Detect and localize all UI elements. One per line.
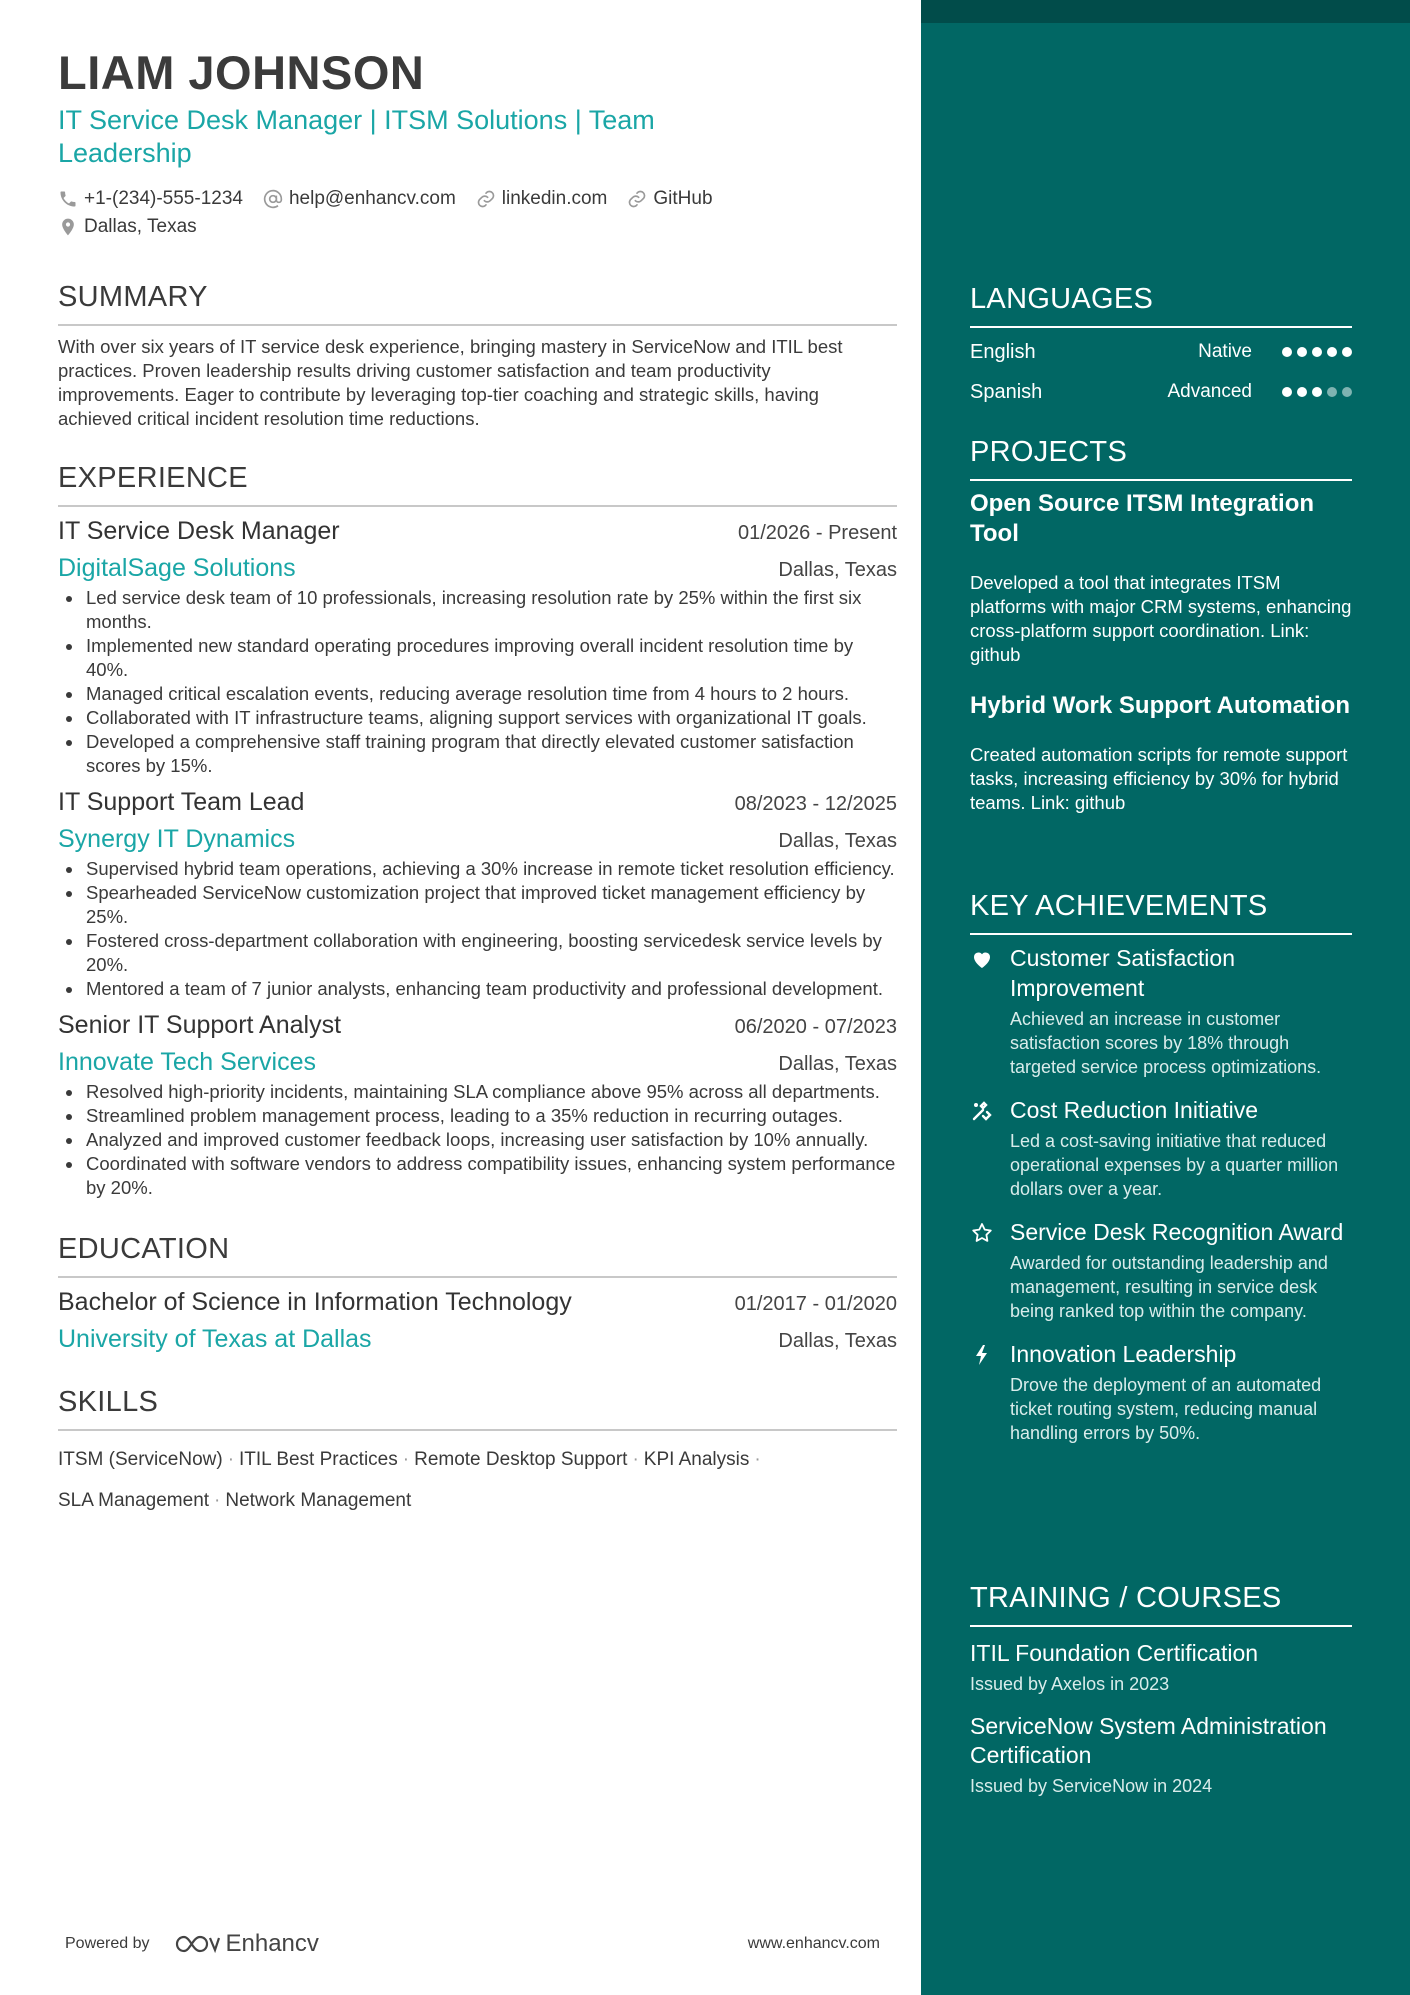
contact-github[interactable] [627, 188, 712, 210]
bullet-item: Fostered cross-department collaboration with engineering, boosting servicedesk service levels by 20%. [58, 929, 897, 977]
skills-heading: SKILLS [58, 1385, 897, 1431]
skill-item: KPI Analysis [643, 1449, 750, 1470]
company-name: Synergy IT Dynamics [58, 825, 296, 853]
linkedin-text: linkedin.com [501, 188, 608, 209]
bullet-item: Streamlined problem management process, leading to a 35% reduction in recurring outages. [58, 1104, 897, 1128]
skill-separator: · [632, 1449, 639, 1470]
skill-separator: · [754, 1449, 761, 1470]
education-heading: EDUCATION [58, 1232, 897, 1278]
language-row [970, 372, 1352, 412]
summary-text: With over six years of IT service desk experience, bringing mastery in ServiceNow and ITIL best practices. Proven leadership results driving customer satisfaction and team productivity improvements. Eager to contribute by leveraging top-tier coaching and strategic skills, having achieved critical incident resolution time reductions. [58, 336, 843, 429]
job-title: IT Support Team Lead [58, 788, 305, 816]
degree: Bachelor of Science in Information Technology [58, 1288, 572, 1316]
link-icon [476, 189, 496, 209]
summary-section [58, 280, 897, 431]
achievement-title: Customer Satisfaction Improvement [1010, 945, 1235, 1001]
job-dates: 08/2023 - 12/2025 [734, 793, 897, 815]
language-name: Spanish [970, 380, 1043, 403]
link-icon [627, 189, 647, 209]
brand-name: Enhancv [225, 1930, 319, 1957]
skills-list [58, 1439, 838, 1521]
achievements-section [970, 889, 1352, 1445]
proficiency-dot-filled [1327, 347, 1337, 357]
headline: IT Service Desk Manager | ITSM Solutions | Team Leadership [58, 105, 655, 168]
tools-icon [970, 1099, 994, 1123]
project-entry [970, 691, 1352, 815]
skill-separator: · [402, 1449, 410, 1470]
website-link[interactable]: www.enhancv.com [747, 1935, 880, 1952]
experience-heading: EXPERIENCE [58, 461, 897, 507]
achievement-entry [970, 1095, 1352, 1201]
course-description: Issued by Axelos in 2023 [970, 1674, 1170, 1694]
project-description: Developed a tool that integrates ITSM platforms with major CRM systems, enhancing cross-platform support coordination. Link: github [970, 572, 1352, 665]
bullet-item: Supervised hybrid team operations, achieving a 30% increase in remote ticket resolution efficiency. [58, 857, 897, 881]
contact-location [58, 216, 838, 238]
skill-item: ITIL Best Practices [239, 1449, 398, 1470]
projects-section [970, 435, 1352, 815]
job-entry [58, 515, 897, 778]
job-location: Dallas, Texas [778, 559, 897, 581]
skill-separator: · [214, 1490, 221, 1511]
achievement-entry [970, 1217, 1352, 1323]
project-title: Open Source ITSM Integration Tool [970, 490, 1315, 547]
project-title: Hybrid Work Support Automation [970, 692, 1350, 719]
proficiency-dot-filled [1282, 387, 1292, 397]
skills-section [58, 1385, 897, 1521]
achievements-heading: KEY ACHIEVEMENTS [970, 889, 1352, 935]
bullet-item: Resolved high-priority incidents, maintaining SLA compliance above 95% across all departments. [58, 1080, 897, 1104]
project-entry [970, 489, 1352, 667]
job-bullets [58, 1080, 897, 1200]
proficiency-dot-empty [1327, 387, 1337, 397]
education-location: Dallas, Texas [778, 1330, 897, 1352]
proficiency-dot-filled [1342, 347, 1352, 357]
proficiency-dot-filled [1297, 387, 1307, 397]
location-pin-icon [58, 217, 78, 237]
achievement-title: Service Desk Recognition Award [1010, 1219, 1344, 1245]
powered-by [65, 1930, 319, 1958]
job-location: Dallas, Texas [778, 830, 897, 852]
achievement-entry [970, 1339, 1352, 1445]
heart-icon [970, 947, 994, 971]
job-bullets [58, 586, 897, 778]
education-entry [58, 1286, 897, 1355]
projects-heading: PROJECTS [970, 435, 1352, 481]
bullet-item: Coordinated with software vendors to address compatibility issues, enhancing system performance by 20%. [58, 1152, 897, 1200]
course-title: ServiceNow System Administration Certification [970, 1713, 1327, 1768]
skill-item: Network Management [225, 1490, 412, 1511]
bullet-item: Developed a comprehensive staff training program that directly elevated customer satisfaction scores by 15%. [58, 730, 897, 778]
email-text: help@enhancv.com [288, 188, 456, 209]
github-text: GitHub [653, 188, 713, 209]
job-dates: 01/2026 - Present [738, 522, 897, 544]
course-description: Issued by ServiceNow in 2024 [970, 1776, 1213, 1796]
skill-item: SLA Management [58, 1490, 210, 1511]
bullet-item: Mentored a team of 7 junior analysts, enhancing team productivity and professional development. [58, 977, 897, 1001]
powered-by-label: Powered by [65, 1935, 150, 1952]
location-text: Dallas, Texas [84, 216, 197, 237]
proficiency-dot-empty [1342, 387, 1352, 397]
bullet-item: Implemented new standard operating procedures improving overall incident resolution time by 40%. [58, 634, 897, 682]
enhancv-logo[interactable] [174, 1930, 319, 1958]
bullet-item: Spearheaded ServiceNow customization project that improved ticket management efficiency by 25%. [58, 881, 897, 929]
star-icon [970, 1221, 994, 1245]
job-bullets [58, 857, 897, 1001]
bullet-item: Led service desk team of 10 professionals, increasing resolution rate by 25% within the first six months. [58, 586, 897, 634]
contact-linkedin[interactable] [476, 188, 608, 210]
at-icon [263, 189, 283, 209]
project-description: Created automation scripts for remote support tasks, increasing efficiency by 30% for hybrid teams. Link: github [970, 744, 1348, 813]
skill-item: Remote Desktop Support [414, 1449, 628, 1470]
enhancv-logo-icon [174, 1932, 220, 1956]
language-level: Advanced [1167, 381, 1252, 402]
job-dates: 06/2020 - 07/2023 [734, 1016, 897, 1038]
phone-text: +1-(234)-555-1234 [84, 188, 243, 209]
training-heading: TRAINING / COURSES [970, 1581, 1352, 1627]
summary-heading: SUMMARY [58, 280, 897, 326]
achievement-description: Led a cost-saving initiative that reduced operational expenses by a quarter million dollars over a year. [1010, 1131, 1339, 1199]
company-name: DigitalSage Solutions [58, 554, 296, 582]
footer [65, 1930, 880, 1958]
language-level: Native [1198, 341, 1252, 362]
contact-info [58, 188, 838, 238]
bullet-item: Managed critical escalation events, reducing average resolution time from 4 hours to 2 hours. [58, 682, 897, 706]
proficiency-dots [1282, 347, 1352, 357]
company-name: Innovate Tech Services [58, 1048, 317, 1076]
contact-email[interactable] [263, 188, 456, 210]
experience-section [58, 461, 897, 1200]
phone-icon [58, 189, 78, 209]
education-section [58, 1232, 897, 1355]
course-entry [970, 1639, 1352, 1696]
language-row [970, 332, 1352, 372]
achievement-description: Achieved an increase in customer satisfaction scores by 18% through targeted service process optimizations. [1010, 1009, 1322, 1077]
sidebar-top-band [921, 0, 1410, 23]
job-title: IT Service Desk Manager [58, 517, 340, 545]
skill-item: ITSM (ServiceNow) [58, 1449, 223, 1470]
proficiency-dot-filled [1312, 387, 1322, 397]
course-entry [970, 1712, 1352, 1798]
job-entry [58, 1009, 897, 1200]
proficiency-dot-filled [1312, 347, 1322, 357]
proficiency-dots [1282, 387, 1352, 397]
proficiency-dot-filled [1282, 347, 1292, 357]
achievement-description: Awarded for outstanding leadership and management, resulting in service desk being ranked top within the company. [1010, 1253, 1328, 1321]
sidebar [921, 0, 1410, 1995]
skill-separator: · [227, 1449, 235, 1470]
job-title: Senior IT Support Analyst [58, 1011, 342, 1039]
bullet-item: Analyzed and improved customer feedback loops, increasing user satisfaction by 10% annually. [58, 1128, 897, 1152]
proficiency-dot-filled [1297, 347, 1307, 357]
job-entry [58, 786, 897, 1001]
language-name: English [970, 340, 1036, 363]
achievement-description: Drove the deployment of an automated ticket routing system, reducing manual handling errors by 50%. [1010, 1375, 1322, 1443]
training-section [970, 1581, 1352, 1798]
course-title: ITIL Foundation Certification [970, 1640, 1259, 1666]
job-location: Dallas, Texas [778, 1053, 897, 1075]
candidate-name: LIAM JOHNSON [58, 46, 425, 99]
contact-phone[interactable] [58, 188, 243, 210]
languages-heading: LANGUAGES [970, 282, 1352, 328]
achievement-title: Innovation Leadership [1010, 1341, 1237, 1367]
education-dates: 01/2017 - 01/2020 [734, 1293, 897, 1315]
school-name: University of Texas at Dallas [58, 1325, 372, 1353]
bolt-icon [970, 1343, 994, 1367]
achievement-title: Cost Reduction Initiative [1010, 1097, 1259, 1123]
bullet-item: Collaborated with IT infrastructure teams, aligning support services with organizational IT goals. [58, 706, 897, 730]
achievement-entry [970, 943, 1352, 1079]
languages-section [970, 282, 1352, 412]
